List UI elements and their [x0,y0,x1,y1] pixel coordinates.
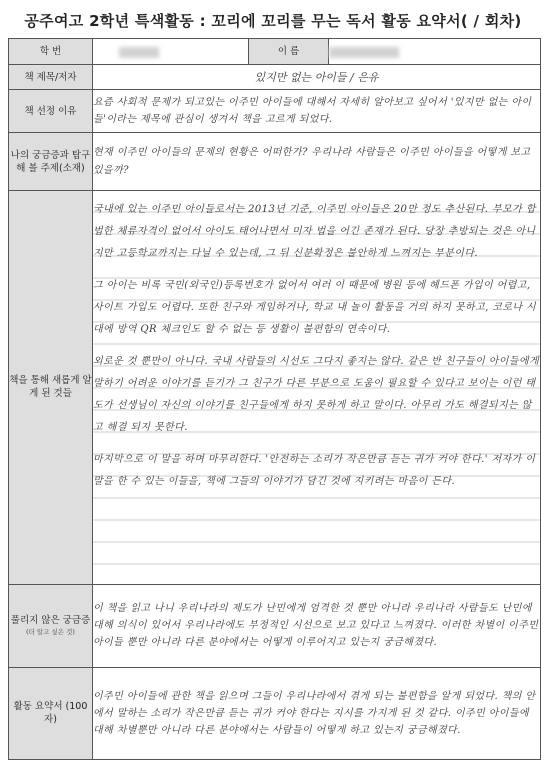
redacted-mark [329,47,399,58]
summary-value[interactable]: 이주민 아이들에 관한 책을 읽으며 그들이 우리나라에서 겪게 되는 불편함을 알게 되었다. 책의 안에서 말하는 소리가 작은만큼 듣는 귀가 커야 한다는 지시를 가지게 된 것 같다. 이주민 아이들에 대해 차별뿐만 아니라 다른 분야에서는 사람들이 어떻게 하고 있는지 궁금해졌다. [93,667,541,759]
learned-paragraph: 국내에 있는 이주민 아이들로서는 2013년 기준, 이주민 아이들은 20만 정도 추산된다. 부모가 합법한 체류자격이 없어서 아이도 태어나면서 미자 법을 어긴 존재가 된다. 당장 추방되는 것은 아니지만 고등학교까지는 다닐 수 있는데, 그 뒤 신분확정은 불안하게 느껴지는 부분이다. [93,203,536,259]
unsolved-value[interactable]: 이 책을 읽고 나니 우리나라의 제도가 난민에게 엄격한 것 뿐만 아니라 우리나라 사람들도 난민에 대해 의식이 있어서 우리나라에도 부정적인 시선으로 보고 있다고 느껴졌다. 이러한 차별이 이주민 아이들 뿐만 아니라 다른 분야에서는 어떻게 이루어지고 있는지 궁금해졌다. [93,584,541,667]
summary-label: 활동 요약서 (100자) [9,667,93,759]
report-form [8,38,541,760]
learned-paragraph: 그 아이는 비록 국민(외국인)등록번호가 없어서 여러 이 때문에 병원 등에 헤드폰 가입이 어렵고, 사이트 가입도 어렵다. 또한 친구와 게임하거나, 학교 내 놀이 활동을 거의 하지 못하고, 코로나 시대에 방역 QR 체크인도 할 수 없는 등 생활이 불편함의 연속이다. [93,279,537,335]
learned-label: 책을 통해 새롭게 알게 된 것들 [9,190,93,584]
reason-value[interactable]: 요즘 사회적 문제가 되고있는 이주민 아이들에 대해서 자세히 알아보고 싶어서 '있지만 없는 아이들'이라는 제목에 관심이 생겨서 책을 고르게 되었다. [93,90,541,133]
student-no-field[interactable] [93,39,249,65]
question-label: 나의 궁금증과 탐구해 볼 주제(소재) [9,133,93,191]
page-title: 공주여고 2학년 특색활동 : 꼬리에 꼬리를 무는 독서 활동 요약서( / 회차) [24,12,522,30]
name-field[interactable] [329,39,541,65]
unsolved-label [9,584,93,667]
learned-paragraph: 마지막으로 이 말을 하며 마무리한다. '안전하는 소리가 작은만큼 듣는 귀가 커야 한다.' 저자가 이 말을 한 수 있는 이들을, 책에 그들의 이야기가 담긴 것에 지키려는 마음이 든다. [93,453,536,487]
book-author-label: 책 제목/저자 [9,64,93,90]
question-value[interactable]: 현재 이주민 아이들의 문제의 현황은 어떠한가? 우리나라 사람들은 이주민 아이들을 어떻게 보고 있을까? [93,133,541,191]
learned-value[interactable] [93,190,541,584]
unsolved-title: 풀리지 않은 궁금증 [10,615,91,627]
reason-label: 책 선정 이유 [9,90,93,133]
learned-paragraph: 외로운 것 뿐만이 아니다. 국내 사람들의 시선도 그다지 좋지는 않다. 같은 반 친구들이 아이들에게 말하기 어려운 이야기를 듣기가 그 친구가 다른 부분으로 도움이 필요할 수 있다고 보이는 이런 태도가 선생님이 자신의 이야기를 친구들에게 하지 못하게 하고 말이다. 아무리 가도 해결되지는 않고 해결 되지 못한다. [93,355,540,433]
student-no-label: 학 번 [9,39,93,65]
redacted-mark [119,47,159,58]
name-label: 이 름 [249,39,329,65]
book-author-value[interactable]: 있지만 없는 아이들 / 은유 [93,64,541,90]
unsolved-note: (더 알고 싶은 것) [26,628,75,637]
